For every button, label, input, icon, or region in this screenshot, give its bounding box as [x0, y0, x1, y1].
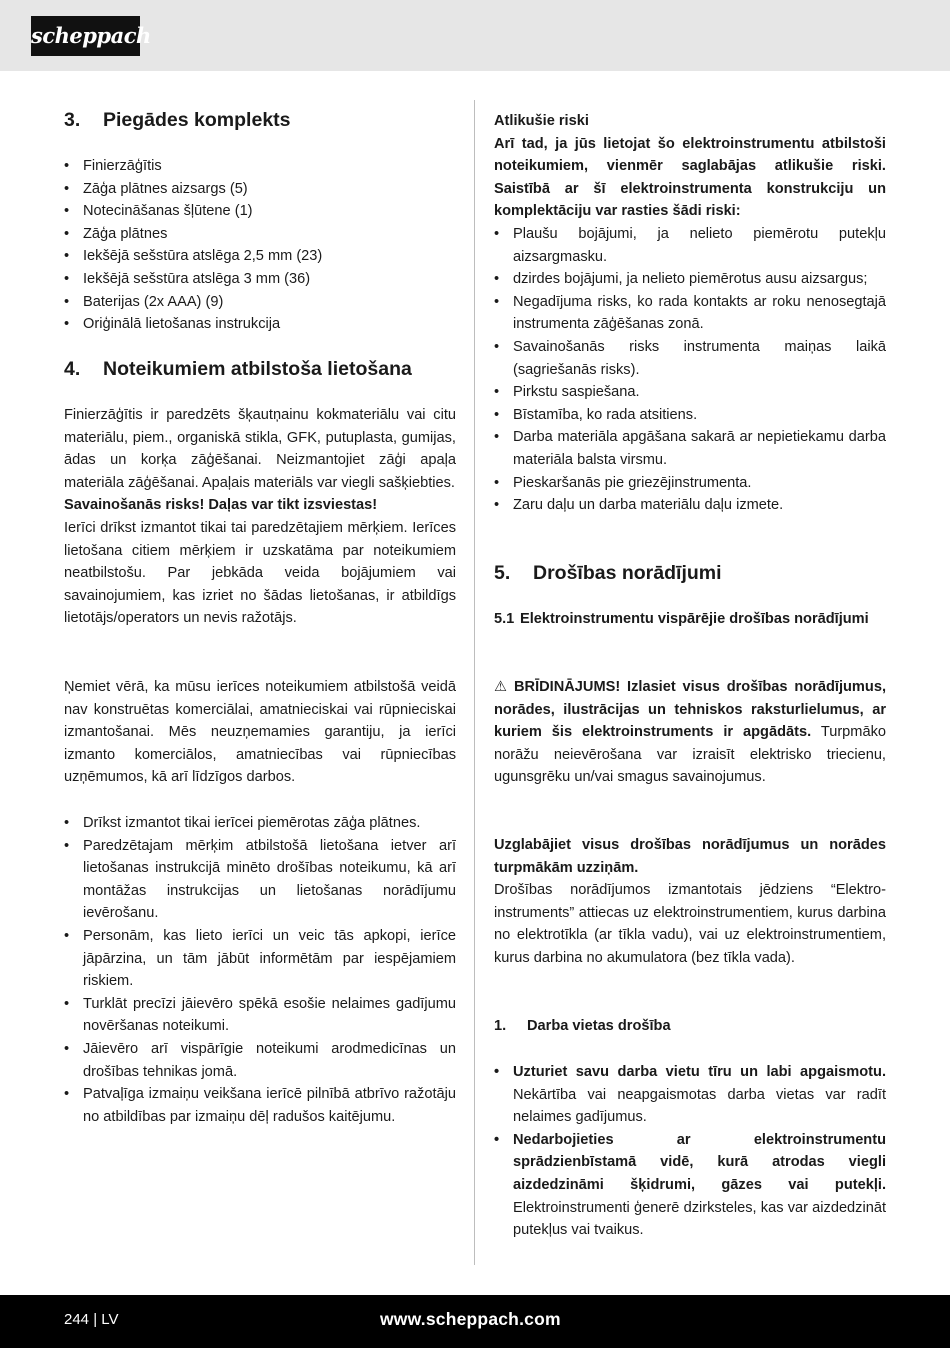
subsection-title: Elektroinstrumentu vispārējie drošības norādījumi [520, 611, 869, 627]
subsection-number: 1. [494, 1018, 507, 1034]
list-item: • Zaru daļu un darba materiālu daļu izmete. [494, 494, 886, 517]
list-item: • Pirkstu saspiešana. [494, 381, 886, 404]
residual-risks-block [494, 110, 886, 517]
section-number: 4. [64, 358, 81, 380]
list-item: • Baterijas (2x AAA) (9) [64, 291, 456, 314]
list-item: • Oriģinālā lietošanas instrukcija [64, 313, 456, 336]
subsection-5-1-heading [494, 608, 886, 631]
list-item: • Savainošanās risks instrumenta maiņas laikā (sagriešanās risks). [494, 336, 886, 381]
section-number: 3. [64, 109, 81, 131]
list-item: • Drīkst izmantot tikai ierīcei piemērotas zāģa plātnes. [64, 812, 456, 835]
workplace-safety-heading [494, 1015, 886, 1038]
footer-bar [0, 1295, 950, 1348]
list-item: • Zāģa plātnes aizsargs (5) [64, 178, 456, 201]
paragraph: Ņemiet vērā, ka mūsu ierīces noteikumiem atbilstošā veidā nav konstruētas komerciālai, amatnieciskai vai rūpnieciskai izmantošanai. Mēs neuzņemamies garantiju, ja ierīci izmanto komerciālos, amatniecības vai rūpniecības uzņēmumos, kā arī līdzīgos darbos. [64, 679, 456, 786]
warning-text: Turpmāko norāžu neievērošana var izraisīt elektrisko triecienu, ugunsgrēku un/vai smagus savainojumus. [494, 724, 886, 786]
list-item: • Paredzētajam mērķim atbilstošā lietošana ietver arī lietošanas instrukcijā minēto drošības noteikumu, kā arī montāžas instrukcijas un lietošanas norādījumu ievērošanu. [64, 835, 456, 925]
list-item-text: Nekārtība vai neapgaismotas darba vietas var radīt nelaimes gadījumus. [513, 1086, 886, 1126]
list-item: • Patvaļīga izmaiņu veikšana ierīcē pilnībā atbrīvo ražotāju no atbildības par izmaiņu dēļ radušos kaitējumu. [64, 1083, 456, 1128]
section-4-heading [64, 357, 412, 381]
list-item: • Plaušu bojājumi, ja nelieto piemērotu putekļu aizsargmasku. [494, 223, 886, 268]
section-title: Drošības norādījumi [533, 562, 722, 584]
list-item: • Finierzāģītis [64, 155, 456, 178]
subsection-number: 5.1 [494, 611, 515, 627]
usage-rules-list [64, 812, 456, 1128]
list-item: • dzirdes bojājumi, ja nelieto piemērotus ausu aizsargus; [494, 268, 886, 291]
warning-icon: ⚠ [494, 679, 508, 695]
paragraph: Drošības norādījumos izmantotais jēdziens “Elektroinstruments” attiecas uz elektroinstrumentiem, kurus darbina no elektrotīkla (ar tīkla vadu), vai uz elektroinstrumentiem, kurus darbina no akumulatora (bez tīkla vada). [494, 882, 886, 966]
list-item-bold: Uzturiet savu darba vietu tīru un labi apgaismotu. [513, 1064, 886, 1080]
list-item [494, 1061, 886, 1129]
scheppach-logo: scheppach [31, 16, 140, 56]
section-3-heading [64, 108, 291, 132]
list-item-bold: Nedarbojieties ar elektroinstrumentu sprādzienbīstamā vidē, kurā atrodas viegli aizdedzināmi šķidrumi, gāzes vai putekļi. [513, 1131, 886, 1193]
list-item [494, 1129, 886, 1242]
workplace-safety-list [494, 1061, 886, 1242]
column-divider [474, 100, 475, 1265]
injury-warning: Savainošanās risks! Daļas var tikt izsviestas! [64, 497, 378, 514]
keep-instructions-block [494, 834, 886, 970]
warning-paragraph [494, 676, 886, 789]
delivery-list [64, 155, 456, 336]
header-band [0, 0, 950, 71]
list-item: • Turklāt precīzi jāievēro spēkā esošie nelaimes gadījumu novēršanas noteikumi. [64, 993, 456, 1038]
residual-risks-title: Atlikušie riski [494, 113, 589, 129]
warning-bold-text: BRĪDINĀJUMS! Izlasiet visus drošības norādījumus, norādes, ilustrācijas un tehniskos raksturlielumus, ar kuriem šis elektroinstruments ir apgādāts. [494, 679, 886, 741]
website-link[interactable]: www.scheppach.com [380, 1309, 561, 1329]
section-5-heading [494, 561, 722, 585]
intended-use-text [64, 404, 456, 630]
paragraph: Finierzāģītis ir paredzēts šķautņainu kokmateriālu vai citu materiālu, piem., organiskā stikla, GFK, putuplasta, gumijas, ādas un korķa zāģēšanai. Neizmantojiet zāģi apaļa materiāla zāģēšanai. Apaļais materiāls var viegli sašķiebties. [64, 407, 456, 491]
residual-risks-intro: Arī tad, ja jūs lietojat šo elektroinstrumentu atbilstoši noteikumiem, vienmēr saglabājas atlikušie riski. Saistībā ar šī elektroinstrumenta konstrukciju un komplektāciju var rasties šādi riski: [494, 135, 886, 220]
list-item: • Personām, kas lieto ierīci un veic tās apkopi, ierīce jāpārzina, un tām jābūt informētām par iespējamiem riskiem. [64, 925, 456, 993]
list-item: • Iekšējā sešstūra atslēga 2,5 mm (23) [64, 245, 456, 268]
list-item: • Darba materiāla apgāšana sakarā ar nepietiekamu darba materiāla balsta virsmu. [494, 426, 886, 471]
residual-risks-list [494, 223, 886, 517]
subsection-title: Darba vietas drošība [527, 1018, 671, 1034]
keep-instructions-bold: Uzglabājiet visus drošības norādījumus un norādes turpmākām uzziņām. [494, 837, 886, 876]
list-item: • Jāievēro arī vispārīgie noteikumi arodmedicīnas un drošības tehnikas jomā. [64, 1038, 456, 1083]
list-item: • Negadījuma risks, ko rada kontakts ar roku nenosegtajā instrumenta zāģēšanas zonā. [494, 291, 886, 336]
list-item: • Zāģa plātnes [64, 223, 456, 246]
list-item: • Pieskaršanās pie griezējinstrumenta. [494, 472, 886, 495]
paragraph: Ierīci drīkst izmantot tikai tai paredzētajiem mērķiem. Ierīces lietošana citiem mērķiem ir uzskatāma par noteikumiem neatbilstošu. Par jebkāda veida bojājumiem vai savainojumiem, kas izriet no šādas lietošanas, ir atbildīgs lietotājs/operators un nevis ražotājs. [64, 519, 456, 627]
section-title: Noteikumiem atbilstoša lietošana [103, 358, 412, 380]
list-item: • Bīstamība, ko rada atsitiens. [494, 404, 886, 427]
list-item-text: Elektroinstrumenti ģenerē dzirksteles, kas var aizdedzināt putekļus vai tvaikus. [513, 1199, 886, 1239]
section-number: 5. [494, 562, 511, 584]
list-item: • Iekšējā sešstūra atslēga 3 mm (36) [64, 268, 456, 291]
list-item: • Notecināšanas šļūtene (1) [64, 200, 456, 223]
page-number: 244 | LV [64, 1311, 119, 1328]
section-title: Piegādes komplekts [103, 109, 291, 131]
